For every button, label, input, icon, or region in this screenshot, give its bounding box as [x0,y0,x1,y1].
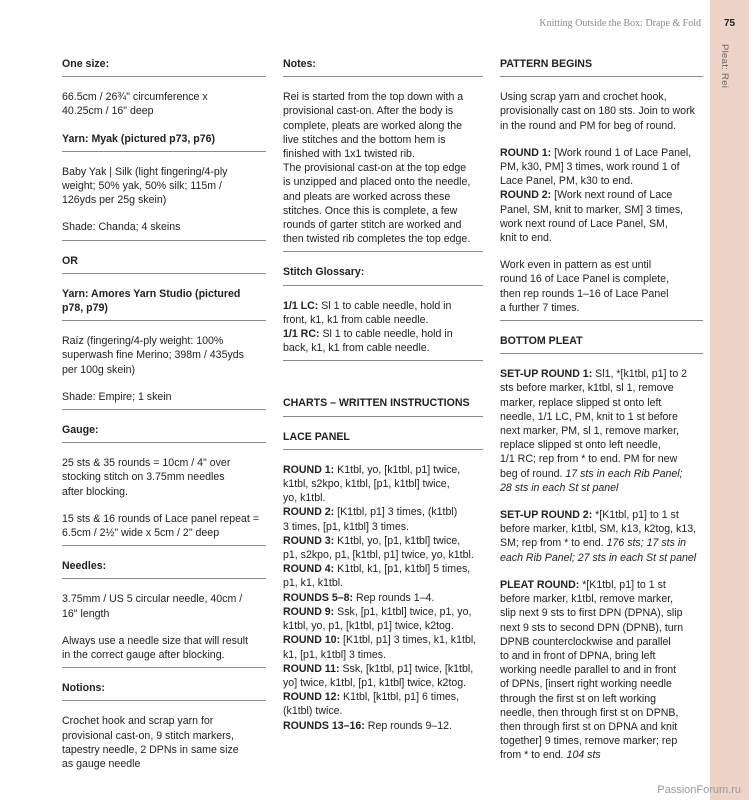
text-line [283,477,483,491]
text-line [283,576,483,590]
text-line [500,677,703,691]
instruction-text: next marker, PM, sl 1, remove marker, [500,425,679,438]
text-line [500,174,703,188]
instruction-text: front, k1, k1 from cable needle. [283,313,429,326]
text-line: 25 sts & 35 rounds = 10cm / 4" over [62,457,231,470]
text-line: Using scrap yarn and crochet hook, [500,91,667,104]
pleat-round-text [500,578,703,763]
instruction-text: [Work next round of Lace [551,189,673,202]
text-line: 66.5cm / 26¾" circumference x [62,91,208,104]
text-line: The provisional cast-on at the top edge [283,162,467,175]
instruction-text: PM, k30, PM] 3 times, work round 1 of [500,161,680,174]
bottom-pleat-heading: BOTTOM PLEAT [500,334,703,354]
text-line [283,327,483,341]
text-line: a further 7 times. [500,301,580,314]
pattern-column [500,57,703,776]
text-line [500,467,703,481]
stitch-count-note: each Rib Panel; 27 sts in each St st panel [500,551,697,564]
gauge-heading: Gauge: [62,423,266,443]
page-number: 75 [723,18,736,29]
text-line: stitches. Once this is complete, a few [283,204,458,217]
setup-round-2-text [500,508,703,565]
text-line [500,522,703,536]
instruction-text: 3 times, [p1, k1tbl] 3 times. [283,520,409,533]
instruction-text: knit to end. [500,232,552,245]
text-line [500,592,703,606]
instruction-text: p1, s2kpo, p1, [k1tbl, p1] twice, yo, k1tbl. [283,549,474,562]
text-line: stocking stitch on 3.75mm needles [62,471,225,484]
instruction-text: Rep rounds 1–4. [353,591,435,604]
text-line [283,548,483,562]
text-line [500,481,703,495]
instruction-text: SM; rep from * to end. [500,537,607,550]
text-line [283,633,483,647]
text-line [283,591,483,605]
instruction-text: replace slipped st onto left needle, [500,439,661,452]
text-line: Raíz (fingering/4-ply weight: 100% [62,335,224,348]
text-line [500,578,703,592]
yarn-amores-text [62,334,266,377]
notes-column [283,57,483,746]
one-size-text [62,90,266,118]
text-line [500,551,703,565]
text-line [500,396,703,410]
instruction-text: back, k1, k1 from cable needle. [283,342,430,355]
text-line: complete, pleats are worked along the [283,119,463,132]
instruction-text: K1tbl, [k1tbl, p1] 6 times, [340,691,460,704]
instruction-text: from * to end. [500,749,567,762]
running-header: Knitting Outside the Box: Drape & Fold [539,18,701,29]
text-line [500,367,703,381]
instruction-text: p1, k1, k1tbl. [283,577,344,590]
instruction-label: ROUND 3: [283,534,335,547]
pattern-begins-heading: PATTERN BEGINS [500,57,703,77]
text-line [500,706,703,720]
text-line: Crochet hook and scrap yarn for [62,715,214,728]
text-line [283,719,483,733]
text-line: provisionally cast on 180 sts. Join to work [500,105,695,118]
text-line: and pleats are worked across these [283,190,451,203]
text-line [500,508,703,522]
text-line: per 100g skein) [62,363,136,376]
instruction-text: Ssk, [k1tbl, p1] twice, [k1tbl, [339,662,474,675]
text-line [500,231,703,245]
text-line [283,619,483,633]
needles-text-2 [62,634,266,668]
text-line [283,676,483,690]
yarn-myak-text [62,165,266,208]
text-line: Baby Yak | Silk (light fingering/4-ply [62,165,228,178]
text-line [283,463,483,477]
instruction-label: PLEAT ROUND: [500,578,580,591]
instruction-label: 1/1 LC: [283,299,319,312]
setup-round-1-text [500,367,703,495]
text-line: Rei is started from the top down with a [283,91,464,104]
instruction-text: yo] twice, k1tbl, [p1, k1tbl] twice, k2tog. [283,676,467,689]
instruction-text: Panel, SM, knit to marker, SM] 3 times, [500,203,684,216]
instruction-text: to and in front of DPNA, bring left [500,649,656,662]
notes-text [283,90,483,252]
instruction-text: through the first st on left working [500,692,657,705]
charts-heading: CHARTS – WRITTEN INSTRUCTIONS [283,396,483,416]
text-line: finished with 1x1 twisted rib. [283,148,415,161]
instruction-text: sts before marker, k1tbl, sl 1, remove [500,382,674,395]
text-line [283,313,483,327]
instruction-text: needle, then through first st on DPNB, [500,706,679,719]
instruction-label: ROUND 1: [283,463,335,476]
text-line [283,690,483,704]
yarn-amores-shade: Shade: Empire; 1 skein [62,390,266,410]
pattern-begins-text [500,90,703,133]
text-line [283,605,483,619]
text-line [283,534,483,548]
section-side-label: Pleat: Rei [719,44,730,89]
instruction-text: slip next 9 sts to first DPN (DPNA), slip [500,607,683,620]
text-line [283,491,483,505]
text-line [500,720,703,734]
text-line [500,203,703,217]
instruction-text: before marker, k1tbl, SM, k13, k2tog, k13, [500,523,697,536]
text-line [500,452,703,466]
text-line: in the round and PM for beg of round. [500,119,677,132]
instruction-label: 1/1 RC: [283,328,320,341]
text-line [283,662,483,676]
instruction-label: ROUND 11: [283,662,340,675]
text-line [283,341,483,355]
text-line [283,299,483,313]
instruction-text: [Work round 1 of Lace Panel, [551,146,692,159]
work-even-text [500,258,703,321]
text-line [500,748,703,762]
section-color-band [710,0,749,800]
instruction-label: SET-UP ROUND 1: [500,368,593,381]
instruction-text: work next round of Lace Panel, SM, [500,217,668,230]
text-line [500,188,703,202]
text-line [500,649,703,663]
text-line: Work even in pattern as est until [500,259,652,272]
instruction-text: (k1tbl) twice. [283,705,343,718]
instruction-label: ROUNDS 5–8: [283,591,354,604]
stitch-count-note: 176 sts; 17 sts in [606,537,687,550]
instruction-text: before marker, k1tbl, remove marker, [500,593,674,606]
stitch-count-note: 28 sts in each St st panel [500,481,619,494]
instruction-text: k1tbl, yo, p1, [k1tbl, p1] twice, k2tog. [283,620,454,633]
text-line: p78, p79) [62,302,108,315]
instruction-text: DPNB counterclockwise and parallel [500,635,671,648]
instruction-text: Ssk, [p1, k1tbl] twice, p1, yo, [334,605,472,618]
stitch-glossary-text [283,299,483,362]
instruction-text: Sl1, *[k1tbl, p1] to 2 [592,368,688,381]
instruction-text: K1tbl, k1, [p1, k1tbl] 5 times, [334,563,471,576]
text-line: 40.25cm / 16" deep [62,105,154,118]
text-line: weight; 50% yak, 50% silk; 115m / [62,180,222,193]
text-line: then rep rounds 1–16 of Lace Panel [500,287,669,300]
materials-column [62,57,266,784]
text-line [500,424,703,438]
text-line: 6.5cm / 2½" wide x 5cm / 2" deep [62,527,220,540]
one-size-heading: One size: [62,57,266,77]
text-line: as gauge needle [62,758,141,771]
or-heading: OR [62,254,266,274]
text-line: 3.75mm / US 5 circular needle, 40cm / [62,593,243,606]
instruction-text: beg of round. [500,467,566,480]
rounds-text [500,146,703,245]
text-line [500,536,703,550]
instruction-text: marker, replace slipped st onto left [500,396,662,409]
instruction-label: SET-UP ROUND 2: [500,509,593,522]
instruction-text: K1tbl, yo, [k1tbl, p1] twice, [334,463,461,476]
text-line: in the correct gauge after blocking. [62,649,225,662]
text-line [500,217,703,231]
instruction-label: ROUND 10: [283,634,341,647]
text-line: then twisted rib completes the top edge. [283,233,471,246]
stitch-count-note: 104 sts [566,749,601,762]
text-line: is unzipped and placed onto the needle, [283,176,471,189]
instruction-text: *[K1tbl, p1] to 1 st [579,578,666,591]
text-line [500,663,703,677]
notions-text [62,714,266,771]
text-line: Yarn: Amores Yarn Studio (pictured [62,287,241,300]
text-line [500,692,703,706]
text-line [283,648,483,662]
instruction-text: *[K1tbl, p1] to 1 st [592,509,679,522]
instruction-text: Rep rounds 9–12. [364,719,453,732]
text-line [283,704,483,718]
instruction-text: of DPNs, [insert right working needle [500,678,672,691]
text-line [500,146,703,160]
text-line [283,520,483,534]
lace-panel-text [283,463,483,733]
text-line: round 16 of Lace Panel is complete, [500,273,670,286]
text-line [500,438,703,452]
needles-heading: Needles: [62,559,266,579]
yarn-myak-heading: Yarn: Myak (pictured p73, p76) [62,132,266,152]
stitch-glossary-heading: Stitch Glossary: [283,265,483,285]
lace-panel-heading: LACE PANEL [283,430,483,450]
gauge-text-2 [62,512,266,546]
notes-heading: Notes: [283,57,483,77]
text-line [500,621,703,635]
instruction-text: yo, k1tbl. [283,492,326,505]
needles-text-1 [62,592,266,620]
instruction-label: ROUND 1: [500,146,552,159]
instruction-text: 1/1 RC; rep from * to end. PM for new [500,453,678,466]
instruction-text: then through first st on DPNA and knit [500,720,678,733]
instruction-text: [K1tbl, p1] 3 times, k1, k1tbl, [340,634,477,647]
text-line [283,562,483,576]
instruction-text: together] 9 times, remove marker; rep [500,735,678,748]
instruction-label: ROUND 9: [283,605,335,618]
text-line: rounds of garter stitch are worked and [283,219,462,232]
instruction-label: ROUND 2: [500,189,552,202]
text-line: provisional cast-on, 9 stitch markers, [62,729,234,742]
instruction-text: Lace Panel, PM, k30 to end. [500,175,634,188]
text-line: Always use a needle size that will result [62,634,249,647]
text-line [500,635,703,649]
text-line: live stitches and the bottom hem is [283,133,446,146]
text-line [283,505,483,519]
text-line [500,410,703,424]
yarn-amores-heading [62,287,266,321]
text-line: after blocking. [62,485,128,498]
instruction-label: ROUND 12: [283,691,341,704]
text-line: provisional cast-on. After the body is [283,105,454,118]
instruction-text: next 9 sts to second DPN (DPNB), turn [500,621,684,634]
instruction-text: needle, 1/1 LC, PM, knit to 1 st before [500,410,678,423]
instruction-text: K1tbl, yo, [p1, k1tbl] twice, [334,534,461,547]
instruction-label: ROUND 2: [283,506,335,519]
text-line: 15 sts & 16 rounds of Lace panel repeat = [62,512,260,525]
text-line: 126yds per 25g skein) [62,194,167,207]
stitch-count-note: 17 sts in each Rib Panel; [565,467,683,480]
text-line [500,160,703,174]
watermark: PassionForum.ru [657,784,741,796]
text-line [500,734,703,748]
notions-heading: Notions: [62,681,266,701]
text-line [500,381,703,395]
text-line: superwash fine Merino; 398m / 435yds [62,349,244,362]
instruction-label: ROUND 4: [283,563,335,576]
yarn-myak-shade: Shade: Chanda; 4 skeins [62,220,266,240]
text-line: tapestry needle, 2 DPNs in same size [62,743,239,756]
instruction-text: Sl 1 to cable needle, hold in [318,299,452,312]
instruction-text: Sl 1 to cable needle, hold in [319,328,453,341]
instruction-label: ROUNDS 13–16: [283,719,365,732]
instruction-text: [K1tbl, p1] 3 times, (k1tbl) [334,506,458,519]
gauge-text-1 [62,456,266,499]
instruction-text: k1tbl, s2kpo, k1tbl, [p1, k1tbl] twice, [283,478,450,491]
instruction-text: k1, [p1, k1tbl] 3 times. [283,648,387,661]
text-line [500,606,703,620]
text-line: 16" length [62,607,110,620]
instruction-text: working needle parallel to and in front [500,664,677,677]
